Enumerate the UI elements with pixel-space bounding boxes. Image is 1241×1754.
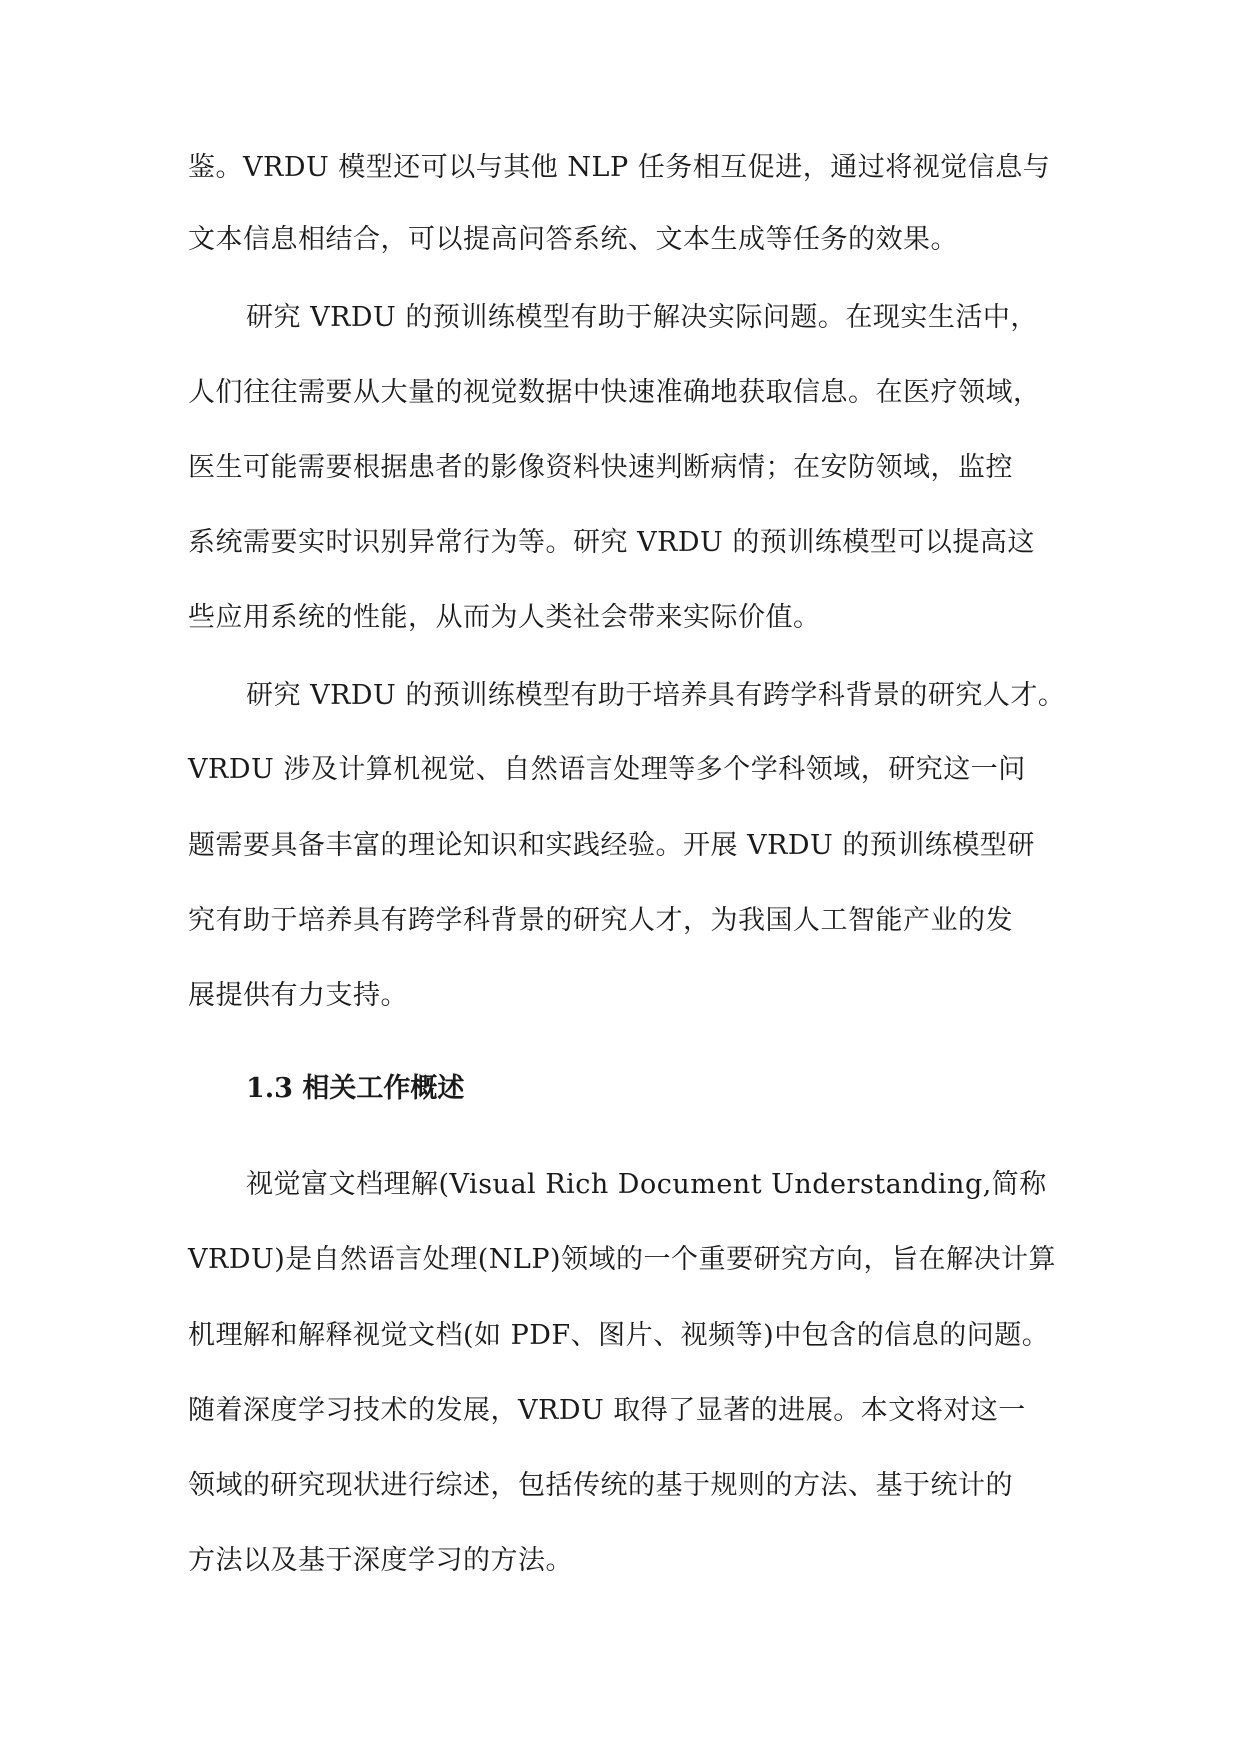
text-line: 些应用系统的性能，从而为人类社会带来实际价值。 (188, 602, 821, 633)
text-line: 医生可能需要根据患者的影像资料快速判断病情；在安防领域，监控 (188, 452, 1013, 483)
text-line: VRDU 涉及计算机视觉、自然语言处理等多个学科领域，研究这一问 (188, 754, 1026, 785)
text-line: 究有助于培养具有跨学科背景的研究人才，为我国人工智能产业的发 (188, 905, 1013, 936)
text-line: 系统需要实时识别异常行为等。研究 VRDU 的预训练模型可以提高这 (188, 527, 1035, 558)
text-line: 鉴。VRDU 模型还可以与其他 NLP 任务相互促进，通过将视觉信息与 (188, 152, 1051, 183)
text-line: 题需要具备丰富的理论知识和实践经验。开展 VRDU 的预训练模型研 (188, 830, 1035, 861)
text-line: 文本信息相结合，可以提高问答系统、文本生成等任务的效果。 (188, 224, 958, 255)
section-heading: 1.3 相关工作概述 (246, 1073, 465, 1104)
text-line: 领域的研究现状进行综述，包括传统的基于规则的方法、基于统计的 (188, 1470, 1013, 1501)
text-line: 随着深度学习技术的发展，VRDU 取得了显著的进展。本文将对这一 (188, 1395, 1026, 1426)
text-line: 视觉富文档理解(Visual Rich Document Understanding,简称 (246, 1169, 1047, 1200)
text-line: 人们往往需要从大量的视觉数据中快速准确地获取信息。在医疗领域， (188, 377, 1041, 408)
text-line: 方法以及基于深度学习的方法。 (188, 1545, 573, 1576)
text-line: VRDU)是自然语言处理(NLP)领域的一个重要研究方向，旨在解决计算 (188, 1244, 1057, 1275)
text-line: 研究 VRDU 的预训练模型有助于解决实际问题。在现实生活中， (246, 302, 1038, 333)
text-line: 展提供有力支持。 (188, 980, 408, 1011)
text-line: 机理解和解释视觉文档(如 PDF、图片、视频等)中包含的信息的问题。 (188, 1320, 1050, 1351)
text-line: 研究 VRDU 的预训练模型有助于培养具有跨学科背景的研究人才。 (246, 680, 1066, 711)
